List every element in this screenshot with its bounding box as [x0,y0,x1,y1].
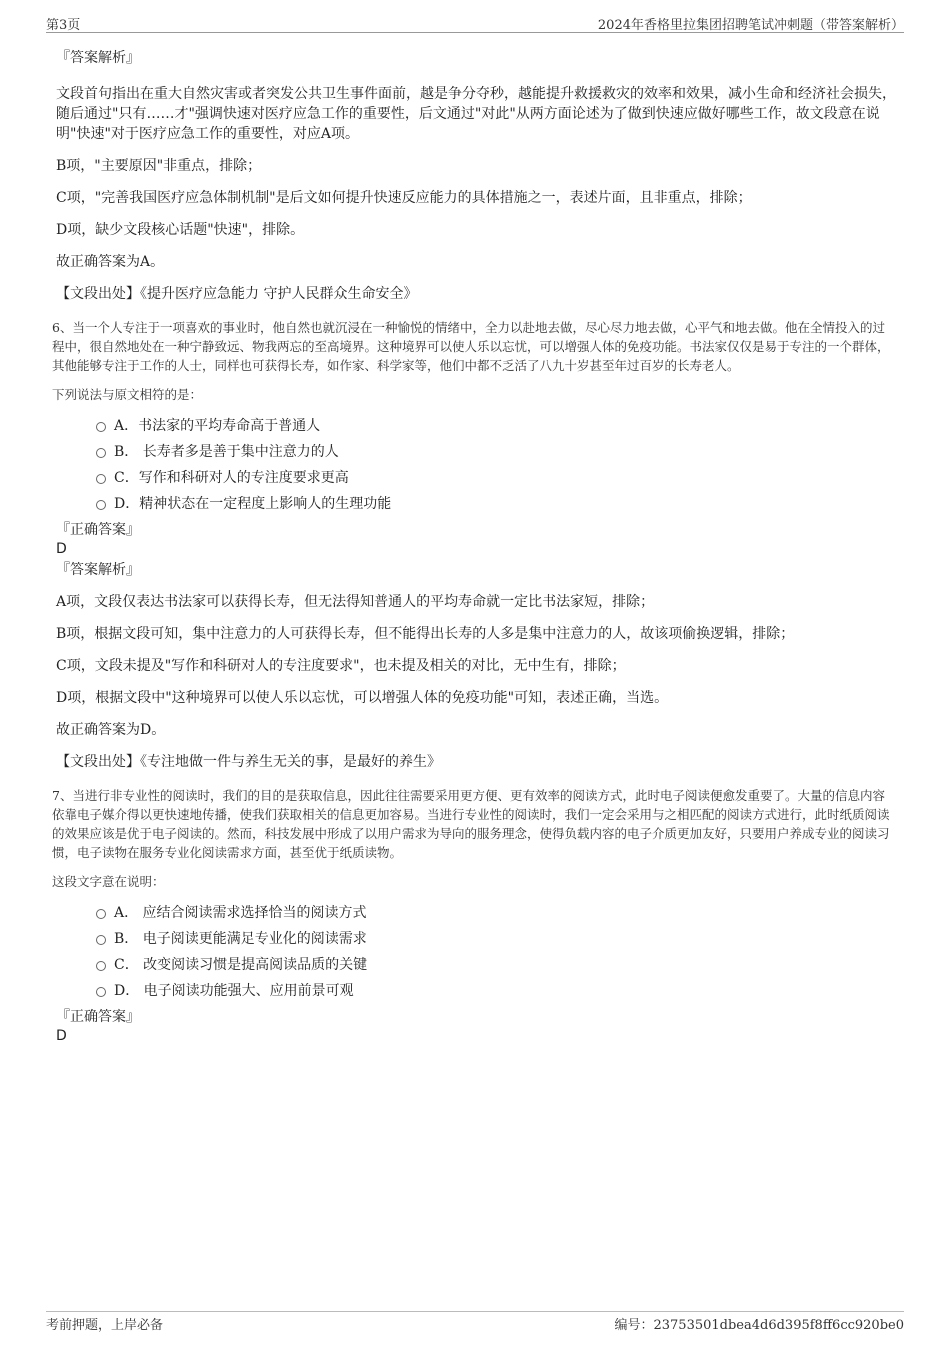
q7-prompt: 这段文字意在说明： [52,874,165,889]
q7-options [56,903,896,1007]
q6-conclusion: 故正确答案为D。 [56,722,166,738]
radio-icon[interactable] [96,448,106,458]
footer-code: 编号：23753501dbea4d6d395f8ff6cc920be0 [614,1318,904,1333]
q5-conclusion: 故正确答案为A。 [56,254,165,270]
q6-options [56,416,896,520]
q6-option-c[interactable]: C．写作和科研对人的专注度要求更高 [56,468,896,494]
q6-option-b[interactable]: B． 长寿者多是善于集中注意力的人 [56,442,896,468]
q5-analysis-label: 『答案解析』 [56,50,140,66]
q6-analysis-b: B项，根据文段可知，集中注意力的人可获得长寿，但不能得出长寿的人多是集中注意力的人，故该项偷换逻辑，排除； [56,626,795,642]
page-number: 第3页 [46,18,81,33]
radio-icon[interactable] [96,961,106,971]
radio-icon[interactable] [96,474,106,484]
q7-answer-label: 『正确答案』 [56,1009,140,1025]
radio-icon[interactable] [96,987,106,997]
page-footer [46,1311,904,1334]
q7-option-b[interactable]: B． 电子阅读更能满足专业化的阅读需求 [56,929,896,955]
q6-option-d[interactable]: D．精神状态在一定程度上影响人的生理功能 [56,494,896,520]
q6-analysis-d: D项，根据文段中"这种境界可以使人乐以忘忧，可以增强人体的免疫功能"可知，表述正确，当选。 [56,690,669,706]
page-content [52,44,896,1045]
q6-answer-label: 『正确答案』 [56,522,140,538]
radio-icon[interactable] [96,909,106,919]
q5-analysis-paragraph: 文段首句指出在重大自然灾害或者突发公共卫生事件面前，越是争分夺秒，越能提升救援救灾的效率和效果，减小生命和经济社会损失，随后通过"只有……才"强调快速对医疗应急工作的重要性，后文通过"对此"从两方面论述为了做到快速应做好哪些工作，故文段意在说明"快速"对于医疗应急工作的重要性，对应A项。 [56,86,896,142]
document-title: 2024年香格里拉集团招聘笔试冲刺题（带答案解析） [597,18,904,33]
q5-analysis-c: C项，"完善我国医疗应急体制机制"是后文如何提升快速反应能力的具体措施之一，表述片面，且非重点，排除； [56,190,752,206]
q5-analysis-d: D项，缺少文段核心话题"快速"，排除。 [56,222,305,238]
q7-option-a[interactable]: A． 应结合阅读需求选择恰当的阅读方式 [56,903,896,929]
q5-source: 【文段出处】《提升医疗应急能力 守护人民群众生命安全》 [56,286,418,302]
radio-icon[interactable] [96,500,106,510]
q6-stem: 6、当一个人专注于一项喜欢的事业时，他自然也就沉浸在一种愉悦的情绪中，全力以赴地去做，尽心尽力地去做，心平气和地去做。他在全情投入的过程中，很自然地处在一种宁静致远、物我两忘的至高境界。这种境界可以使人乐以忘忧，可以增强人体的免疫功能。书法家仅仅是易于专注的一个群体，其他能够专注于工作的人士，同样也可获得长寿，如作家、科学家等，他们中都不乏活了八九十岁甚至年过百岁的长寿老人。 [52,320,890,373]
q6-analysis-label: 『答案解析』 [56,562,140,578]
q6-analysis-c: C项，文段未提及"写作和科研对人的专注度要求"，也未提及相关的对比，无中生有，排除； [56,658,626,674]
q6-prompt: 下列说法与原文相符的是： [52,387,203,402]
q7-answer: D [56,1028,67,1044]
q7-stem: 7、当进行非专业性的阅读时，我们的目的是获取信息，因此往往需要采用更方便、更有效率的阅读方式，此时电子阅读便愈发重要了。大量的信息内容依靠电子媒介得以更快速地传播，使我们获取相关的信息更加容易。当进行专业性的阅读时，我们一定会采用与之相匹配的阅读方式进行，此时纸质阅读的效果应该是优于电子阅读的。然而，科技发展中形成了以用户需求为导向的服务理念，使得负载内容的电子介质更加友好，只要用户养成专业的阅读习惯，电子读物在服务专业化阅读需求方面，甚至优于纸质读物。 [52,788,890,860]
q5-analysis-b: B项，"主要原因"非重点，排除； [56,158,262,174]
q6-analysis-a: A项，文段仅表达书法家可以获得长寿，但无法得知普通人的平均寿命就一定比书法家短，排除； [56,594,655,610]
q6-option-a[interactable]: A．书法家的平均寿命高于普通人 [56,416,896,442]
q6-answer: D [56,541,67,557]
footer-slogan: 考前押题，上岸必备 [46,1318,164,1333]
q7-option-c[interactable]: C． 改变阅读习惯是提高阅读品质的关键 [56,955,896,981]
radio-icon[interactable] [96,935,106,945]
q7-option-d[interactable]: D． 电子阅读功能强大、应用前景可观 [56,981,896,1007]
radio-icon[interactable] [96,422,106,432]
page-header [46,14,904,33]
q6-source: 【文段出处】《专注地做一件与养生无关的事，是最好的养生》 [56,754,441,770]
